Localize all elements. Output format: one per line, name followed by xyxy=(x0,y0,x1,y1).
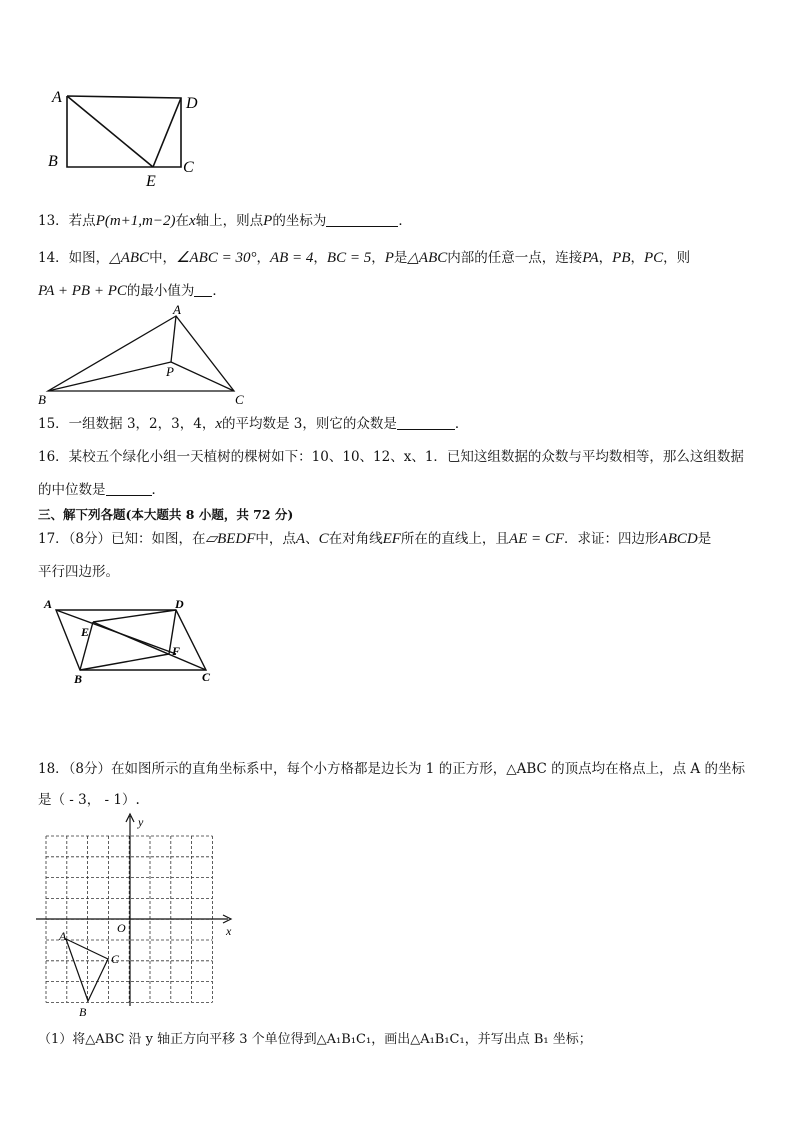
question-17-line2: 平行四边形。 xyxy=(38,564,119,580)
question-14-line2: PA + PB + PC的最小值为 ． xyxy=(38,283,226,299)
label-E: E xyxy=(146,173,156,190)
question-18-line2: 是（ - 3， - 1）. xyxy=(38,792,140,808)
label-C: C xyxy=(111,952,120,966)
label-A: A xyxy=(44,597,53,611)
label-y: y xyxy=(138,815,144,829)
label-C: C xyxy=(183,159,194,176)
answer-blank xyxy=(326,212,398,227)
question-14-line1: 14．如图，△ABC中，∠ABC = 30°，AB = 4，BC = 5，P是△ABC内部的任意一点，连接PA，PB，PC，则 xyxy=(38,250,691,266)
label-C: C xyxy=(202,670,211,684)
question-15: 15．一组数据 3，2，3，4，x的平均数是 3，则它的众数是 ． xyxy=(38,416,469,432)
label-O: O xyxy=(117,921,126,935)
label-P: P xyxy=(166,364,174,379)
label-A: A xyxy=(52,89,62,106)
label-D: D xyxy=(175,597,184,611)
question-18-sub1: （1）将△ABC 沿 y 轴正方向平移 3 个单位得到△A₁B₁C₁，画出△A₁B₁C₁，并写出点 B₁ 坐标； xyxy=(38,1032,592,1047)
label-B: B xyxy=(48,153,58,170)
section-heading: 三、解下列各题(本大题共 8 小题，共 72 分) xyxy=(38,507,294,522)
answer-blank xyxy=(397,415,455,430)
label-B: B xyxy=(74,672,83,686)
label-C: C xyxy=(235,392,244,407)
question-13: 13．若点P(m+1,m−2)在x轴上，则点P的坐标为 ． xyxy=(38,213,412,229)
label-E: E xyxy=(81,625,90,639)
triangle-figure xyxy=(30,302,255,408)
answer-blank xyxy=(106,481,152,496)
label-A: A xyxy=(173,302,181,317)
label-B: B xyxy=(79,1005,87,1019)
parallelogram-figure xyxy=(38,592,223,686)
label-D: D xyxy=(186,95,198,112)
coordinate-grid-figure xyxy=(30,812,245,1022)
question-16-line2: 的中位数是 ． xyxy=(38,482,165,498)
label-A: A xyxy=(59,929,67,943)
rectangle-figure xyxy=(40,86,210,190)
question-16-line1: 16．某校五个绿化小组一天植树的棵树如下：10、10、12、x、1．已知这组数据的众数与平均数相等，那么这组数据 xyxy=(38,449,744,465)
answer-blank xyxy=(194,282,212,297)
question-18-line1: 18．（8分）在如图所示的直角坐标系中，每个小方格都是边长为 1 的正方形，△ABC 的顶点均在格点上，点 A 的坐标 xyxy=(38,761,745,777)
label-F: F xyxy=(172,644,181,658)
question-17-line1: 17．（8分）已知：如图，在▱BEDF中，点A、C在对角线EF所在的直线上，且AE = CF．求证：四边形ABCD是 xyxy=(38,531,712,547)
label-x: x xyxy=(226,924,232,938)
label-B: B xyxy=(38,392,46,407)
